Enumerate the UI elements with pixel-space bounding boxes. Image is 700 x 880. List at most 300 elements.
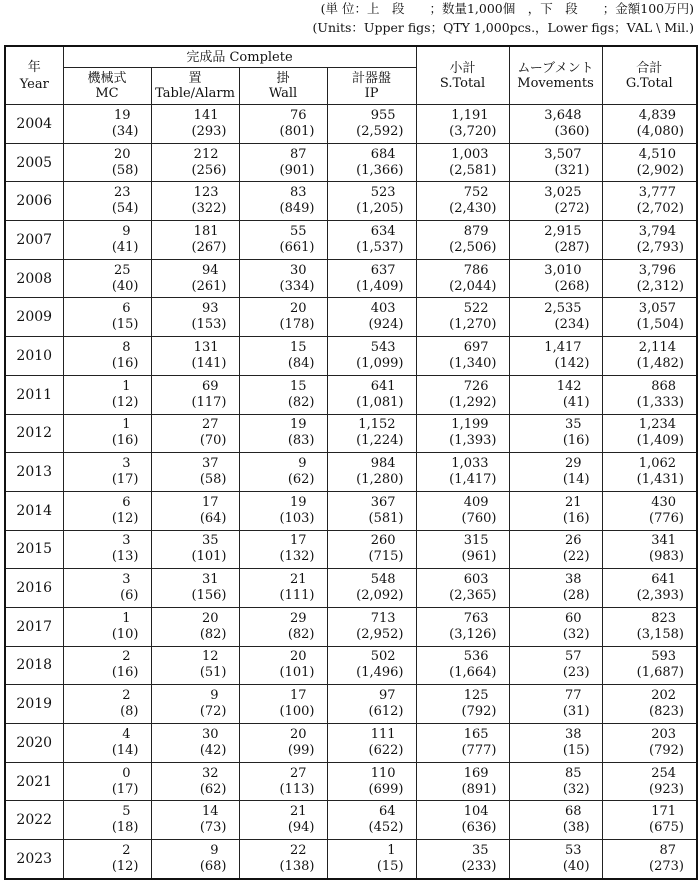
value-cell (509, 105, 602, 144)
value-cell (327, 530, 416, 569)
amount-value: (16) (562, 433, 590, 449)
amount-value: (113) (279, 781, 315, 797)
value-cell (239, 182, 327, 221)
table-row (5, 607, 697, 646)
value-cell (327, 221, 416, 260)
value-cell (239, 840, 327, 879)
quantity-value: 212 (193, 146, 219, 162)
quantity-value: 3,794 (638, 223, 677, 239)
value-cell (327, 491, 416, 530)
value-cell (151, 105, 239, 144)
quantity-value: 85 (564, 765, 582, 781)
value-cell (416, 337, 509, 376)
value-cell (602, 105, 697, 144)
quantity-value: 15 (289, 378, 307, 394)
quantity-value: 823 (651, 610, 677, 626)
amount-value: (12) (111, 858, 139, 874)
value-cell (239, 414, 327, 453)
quantity-value: 430 (651, 494, 677, 510)
quantity-value: 2,114 (638, 339, 677, 355)
amount-value: (82) (199, 626, 227, 642)
value-cell (239, 221, 327, 260)
value-cell (509, 607, 602, 646)
amount-value: (261) (191, 278, 227, 294)
amount-value: (1,409) (356, 278, 404, 294)
value-cell (509, 762, 602, 801)
value-cell (239, 762, 327, 801)
quantity-value: 536 (463, 649, 489, 665)
value-cell (327, 414, 416, 453)
value-cell (327, 375, 416, 414)
table-row (5, 182, 697, 221)
quantity-value: 77 (564, 688, 582, 704)
value-cell (416, 105, 509, 144)
value-cell (416, 298, 509, 337)
amount-value: (2,092) (356, 588, 404, 604)
value-cell (239, 607, 327, 646)
quantity-value: 93 (201, 301, 219, 317)
amount-value: (34) (111, 123, 139, 139)
value-cell (63, 724, 151, 763)
amount-value: (1,409) (636, 433, 685, 449)
amount-value: (101) (191, 549, 227, 565)
quantity-value: 26 (564, 533, 582, 549)
amount-value: (142) (554, 355, 590, 371)
amount-value: (268) (554, 278, 590, 294)
quantity-value: 548 (370, 572, 396, 588)
quantity-value: 8 (122, 339, 131, 355)
quantity-value: 12 (201, 649, 219, 665)
value-cell (151, 143, 239, 182)
value-cell (416, 221, 509, 260)
table-row (5, 569, 697, 608)
value-cell (327, 259, 416, 298)
quantity-value: 125 (463, 688, 489, 704)
value-cell (151, 724, 239, 763)
quantity-value: 21 (564, 494, 582, 510)
amount-value: (38) (562, 820, 590, 836)
amount-value: (2,044) (449, 278, 497, 294)
production-table (4, 45, 698, 880)
amount-value: (849) (279, 201, 315, 217)
quantity-value: 94 (201, 262, 219, 278)
quantity-value: 104 (463, 804, 489, 820)
col-header-wall: 掛 Wall (239, 68, 327, 105)
quantity-value: 35 (201, 533, 219, 549)
value-cell (239, 724, 327, 763)
value-cell (63, 491, 151, 530)
year-cell: 2007 (5, 221, 63, 260)
year-cell: 2004 (5, 105, 63, 144)
amount-value: (13) (111, 549, 139, 565)
quantity-value: 17 (289, 533, 307, 549)
value-cell (63, 375, 151, 414)
quantity-value: 83 (289, 185, 307, 201)
quantity-value: 3,796 (638, 262, 677, 278)
col-header-ip: 計器盤 IP (327, 68, 416, 105)
table-row (5, 414, 697, 453)
amount-value: (8) (120, 704, 139, 720)
quantity-value: 3 (122, 456, 131, 472)
amount-value: (1,081) (356, 394, 404, 410)
quantity-value: 53 (564, 842, 582, 858)
quantity-value: 123 (193, 185, 219, 201)
value-cell (509, 453, 602, 492)
amount-value: (321) (554, 162, 590, 178)
quantity-value: 87 (659, 842, 677, 858)
quantity-value: 3 (122, 533, 131, 549)
amount-value: (273) (649, 858, 685, 874)
amount-value: (2,365) (449, 588, 497, 604)
value-cell (63, 453, 151, 492)
quantity-value: 57 (564, 649, 582, 665)
year-cell: 2020 (5, 724, 63, 763)
amount-value: (54) (111, 201, 139, 217)
value-cell (416, 182, 509, 221)
value-cell (416, 840, 509, 879)
quantity-value: 60 (564, 610, 582, 626)
quantity-value: 32 (201, 765, 219, 781)
value-cell (602, 453, 697, 492)
quantity-value: 17 (201, 494, 219, 510)
quantity-value: 502 (370, 649, 396, 665)
quantity-value: 9 (298, 456, 307, 472)
amount-value: (41) (111, 239, 139, 255)
quantity-value: 6 (122, 494, 131, 510)
amount-value: (51) (199, 665, 227, 681)
amount-value: (923) (649, 781, 685, 797)
quantity-value: 593 (651, 649, 677, 665)
quantity-value: 2 (122, 688, 131, 704)
value-cell (509, 143, 602, 182)
value-cell (151, 801, 239, 840)
value-cell (151, 646, 239, 685)
amount-value: (72) (199, 704, 227, 720)
amount-value: (983) (649, 549, 685, 565)
value-cell (509, 685, 602, 724)
table-row (5, 491, 697, 530)
quantity-value: 868 (651, 378, 677, 394)
value-cell (416, 259, 509, 298)
amount-value: (62) (287, 472, 315, 488)
amount-value: (178) (279, 317, 315, 333)
amount-value: (924) (368, 317, 404, 333)
quantity-value: 1,417 (544, 339, 582, 355)
value-cell (151, 530, 239, 569)
quantity-value: 4,839 (638, 107, 677, 123)
year-cell: 2018 (5, 646, 63, 685)
amount-value: (2,793) (636, 239, 685, 255)
value-cell (602, 414, 697, 453)
quantity-value: 984 (370, 456, 396, 472)
quantity-value: 203 (651, 726, 677, 742)
amount-value: (16) (111, 355, 139, 371)
amount-value: (293) (191, 123, 227, 139)
quantity-value: 4,510 (638, 146, 677, 162)
amount-value: (58) (111, 162, 139, 178)
value-cell (239, 143, 327, 182)
amount-value: (1,537) (356, 239, 404, 255)
amount-value: (42) (199, 742, 227, 758)
quantity-value: 141 (193, 107, 219, 123)
year-cell: 2011 (5, 375, 63, 414)
amount-value: (40) (111, 278, 139, 294)
amount-value: (100) (279, 704, 315, 720)
value-cell (602, 646, 697, 685)
quantity-value: 1 (122, 417, 131, 433)
quantity-value: 523 (370, 185, 396, 201)
table-row (5, 724, 697, 763)
value-cell (151, 259, 239, 298)
amount-value: (1,687) (636, 665, 685, 681)
year-cell: 2019 (5, 685, 63, 724)
quantity-value: 38 (564, 572, 582, 588)
value-cell (239, 453, 327, 492)
quantity-value: 5 (122, 804, 131, 820)
value-cell (602, 375, 697, 414)
value-cell (416, 491, 509, 530)
table-row (5, 646, 697, 685)
quantity-value: 1 (122, 610, 131, 626)
amount-value: (1,205) (356, 201, 404, 217)
amount-value: (82) (287, 394, 315, 410)
amount-value: (2,393) (636, 588, 685, 604)
amount-value: (891) (461, 781, 497, 797)
table-row (5, 530, 697, 569)
amount-value: (141) (191, 355, 227, 371)
value-cell (151, 491, 239, 530)
value-cell (602, 182, 697, 221)
value-cell (327, 105, 416, 144)
quantity-value: 31 (201, 572, 219, 588)
quantity-value: 111 (370, 726, 396, 742)
value-cell (416, 801, 509, 840)
quantity-value: 1 (387, 842, 396, 858)
amount-value: (2,312) (636, 278, 685, 294)
value-cell (327, 724, 416, 763)
value-cell (63, 801, 151, 840)
year-cell: 2016 (5, 569, 63, 608)
amount-value: (15) (562, 742, 590, 758)
value-cell (509, 840, 602, 879)
value-cell (602, 259, 697, 298)
quantity-value: 1,234 (638, 417, 677, 433)
quantity-value: 171 (651, 804, 677, 820)
amount-value: (16) (111, 665, 139, 681)
amount-value: (22) (562, 549, 590, 565)
amount-value: (581) (368, 510, 404, 526)
value-cell (602, 762, 697, 801)
value-cell (239, 685, 327, 724)
quantity-value: 38 (564, 726, 582, 742)
value-cell (509, 801, 602, 840)
year-cell: 2014 (5, 491, 63, 530)
value-cell (327, 762, 416, 801)
quantity-value: 35 (564, 417, 582, 433)
value-cell (509, 724, 602, 763)
quantity-value: 19 (113, 107, 131, 123)
year-cell: 2010 (5, 337, 63, 376)
amount-value: (111) (279, 588, 315, 604)
value-cell (63, 607, 151, 646)
quantity-value: 30 (201, 726, 219, 742)
quantity-value: 752 (463, 185, 489, 201)
amount-value: (2,581) (449, 162, 497, 178)
quantity-value: 20 (201, 610, 219, 626)
year-cell: 2015 (5, 530, 63, 569)
amount-value: (1,292) (449, 394, 497, 410)
value-cell (327, 182, 416, 221)
value-cell (239, 337, 327, 376)
amount-value: (792) (461, 704, 497, 720)
quantity-value: 110 (370, 765, 396, 781)
quantity-value: 69 (201, 378, 219, 394)
amount-value: (287) (554, 239, 590, 255)
value-cell (327, 840, 416, 879)
quantity-value: 1,199 (451, 417, 489, 433)
quantity-value: 3,025 (544, 185, 582, 201)
amount-value: (322) (191, 201, 227, 217)
value-cell (416, 530, 509, 569)
amount-value: (101) (279, 665, 315, 681)
quantity-value: 955 (370, 107, 396, 123)
quantity-value: 763 (463, 610, 489, 626)
quantity-value: 9 (122, 223, 131, 239)
amount-value: (103) (279, 510, 315, 526)
table-row (5, 375, 697, 414)
year-cell: 2022 (5, 801, 63, 840)
quantity-value: 169 (463, 765, 489, 781)
quantity-value: 97 (378, 688, 396, 704)
amount-value: (272) (554, 201, 590, 217)
amount-value: (1,417) (449, 472, 497, 488)
quantity-value: 29 (289, 610, 307, 626)
amount-value: (16) (111, 433, 139, 449)
value-cell (602, 569, 697, 608)
amount-value: (156) (191, 588, 227, 604)
amount-value: (12) (111, 510, 139, 526)
quantity-value: 1 (122, 378, 131, 394)
value-cell (602, 801, 697, 840)
col-header-table-alarm: 置 Table/Alarm (151, 68, 239, 105)
value-cell (151, 182, 239, 221)
value-cell (151, 607, 239, 646)
amount-value: (70) (199, 433, 227, 449)
complete-group-header: 完成品 Complete (63, 46, 416, 68)
quantity-value: 14 (201, 804, 219, 820)
quantity-value: 367 (370, 494, 396, 510)
amount-value: (23) (562, 665, 590, 681)
amount-value: (675) (649, 820, 685, 836)
amount-value: (2,902) (636, 162, 685, 178)
amount-value: (1,333) (636, 394, 685, 410)
value-cell (239, 298, 327, 337)
amount-value: (776) (649, 510, 685, 526)
value-cell (239, 105, 327, 144)
quantity-value: 634 (370, 223, 396, 239)
quantity-value: 25 (113, 262, 131, 278)
value-cell (416, 762, 509, 801)
quantity-value: 3,010 (544, 262, 582, 278)
quantity-value: 315 (463, 533, 489, 549)
value-cell (63, 569, 151, 608)
amount-value: (3,158) (636, 626, 685, 642)
value-cell (602, 491, 697, 530)
amount-value: (82) (287, 626, 315, 642)
value-cell (416, 685, 509, 724)
value-cell (327, 685, 416, 724)
table-row (5, 259, 697, 298)
amount-value: (28) (562, 588, 590, 604)
value-cell (509, 375, 602, 414)
amount-value: (32) (562, 781, 590, 797)
year-cell: 2023 (5, 840, 63, 879)
amount-value: (1,664) (449, 665, 497, 681)
year-cell: 2021 (5, 762, 63, 801)
amount-value: (661) (279, 239, 315, 255)
amount-value: (117) (191, 394, 227, 410)
year-cell: 2009 (5, 298, 63, 337)
amount-value: (622) (368, 742, 404, 758)
amount-value: (760) (461, 510, 497, 526)
quantity-value: 1,003 (451, 146, 489, 162)
amount-value: (777) (461, 742, 497, 758)
value-cell (151, 298, 239, 337)
quantity-value: 641 (370, 378, 396, 394)
amount-value: (334) (279, 278, 315, 294)
amount-value: (1,431) (636, 472, 685, 488)
quantity-value: 20 (289, 649, 307, 665)
value-cell (63, 259, 151, 298)
quantity-value: 879 (463, 223, 489, 239)
amount-value: (1,270) (449, 317, 497, 333)
amount-value: (1,366) (356, 162, 404, 178)
value-cell (239, 259, 327, 298)
quantity-value: 20 (113, 146, 131, 162)
amount-value: (132) (279, 549, 315, 565)
value-cell (327, 337, 416, 376)
value-cell (602, 840, 697, 879)
amount-value: (40) (562, 858, 590, 874)
amount-value: (31) (562, 704, 590, 720)
amount-value: (6) (120, 588, 139, 604)
amount-value: (612) (368, 704, 404, 720)
quantity-value: 254 (651, 765, 677, 781)
value-cell (509, 646, 602, 685)
table-body (5, 105, 697, 879)
quantity-value: 202 (651, 688, 677, 704)
amount-value: (1,224) (356, 433, 404, 449)
amount-value: (801) (279, 123, 315, 139)
amount-value: (64) (199, 510, 227, 526)
year-cell: 2006 (5, 182, 63, 221)
quantity-value: 22 (289, 842, 307, 858)
value-cell (509, 298, 602, 337)
amount-value: (17) (111, 472, 139, 488)
value-cell (63, 182, 151, 221)
quantity-value: 15 (289, 339, 307, 355)
amount-value: (1,280) (356, 472, 404, 488)
amount-value: (41) (562, 394, 590, 410)
quantity-value: 181 (193, 223, 219, 239)
amount-value: (1,393) (449, 433, 497, 449)
quantity-value: 6 (122, 301, 131, 317)
value-cell (602, 685, 697, 724)
table-row (5, 685, 697, 724)
quantity-value: 3,057 (638, 301, 677, 317)
quantity-value: 3,777 (638, 185, 677, 201)
quantity-value: 713 (370, 610, 396, 626)
